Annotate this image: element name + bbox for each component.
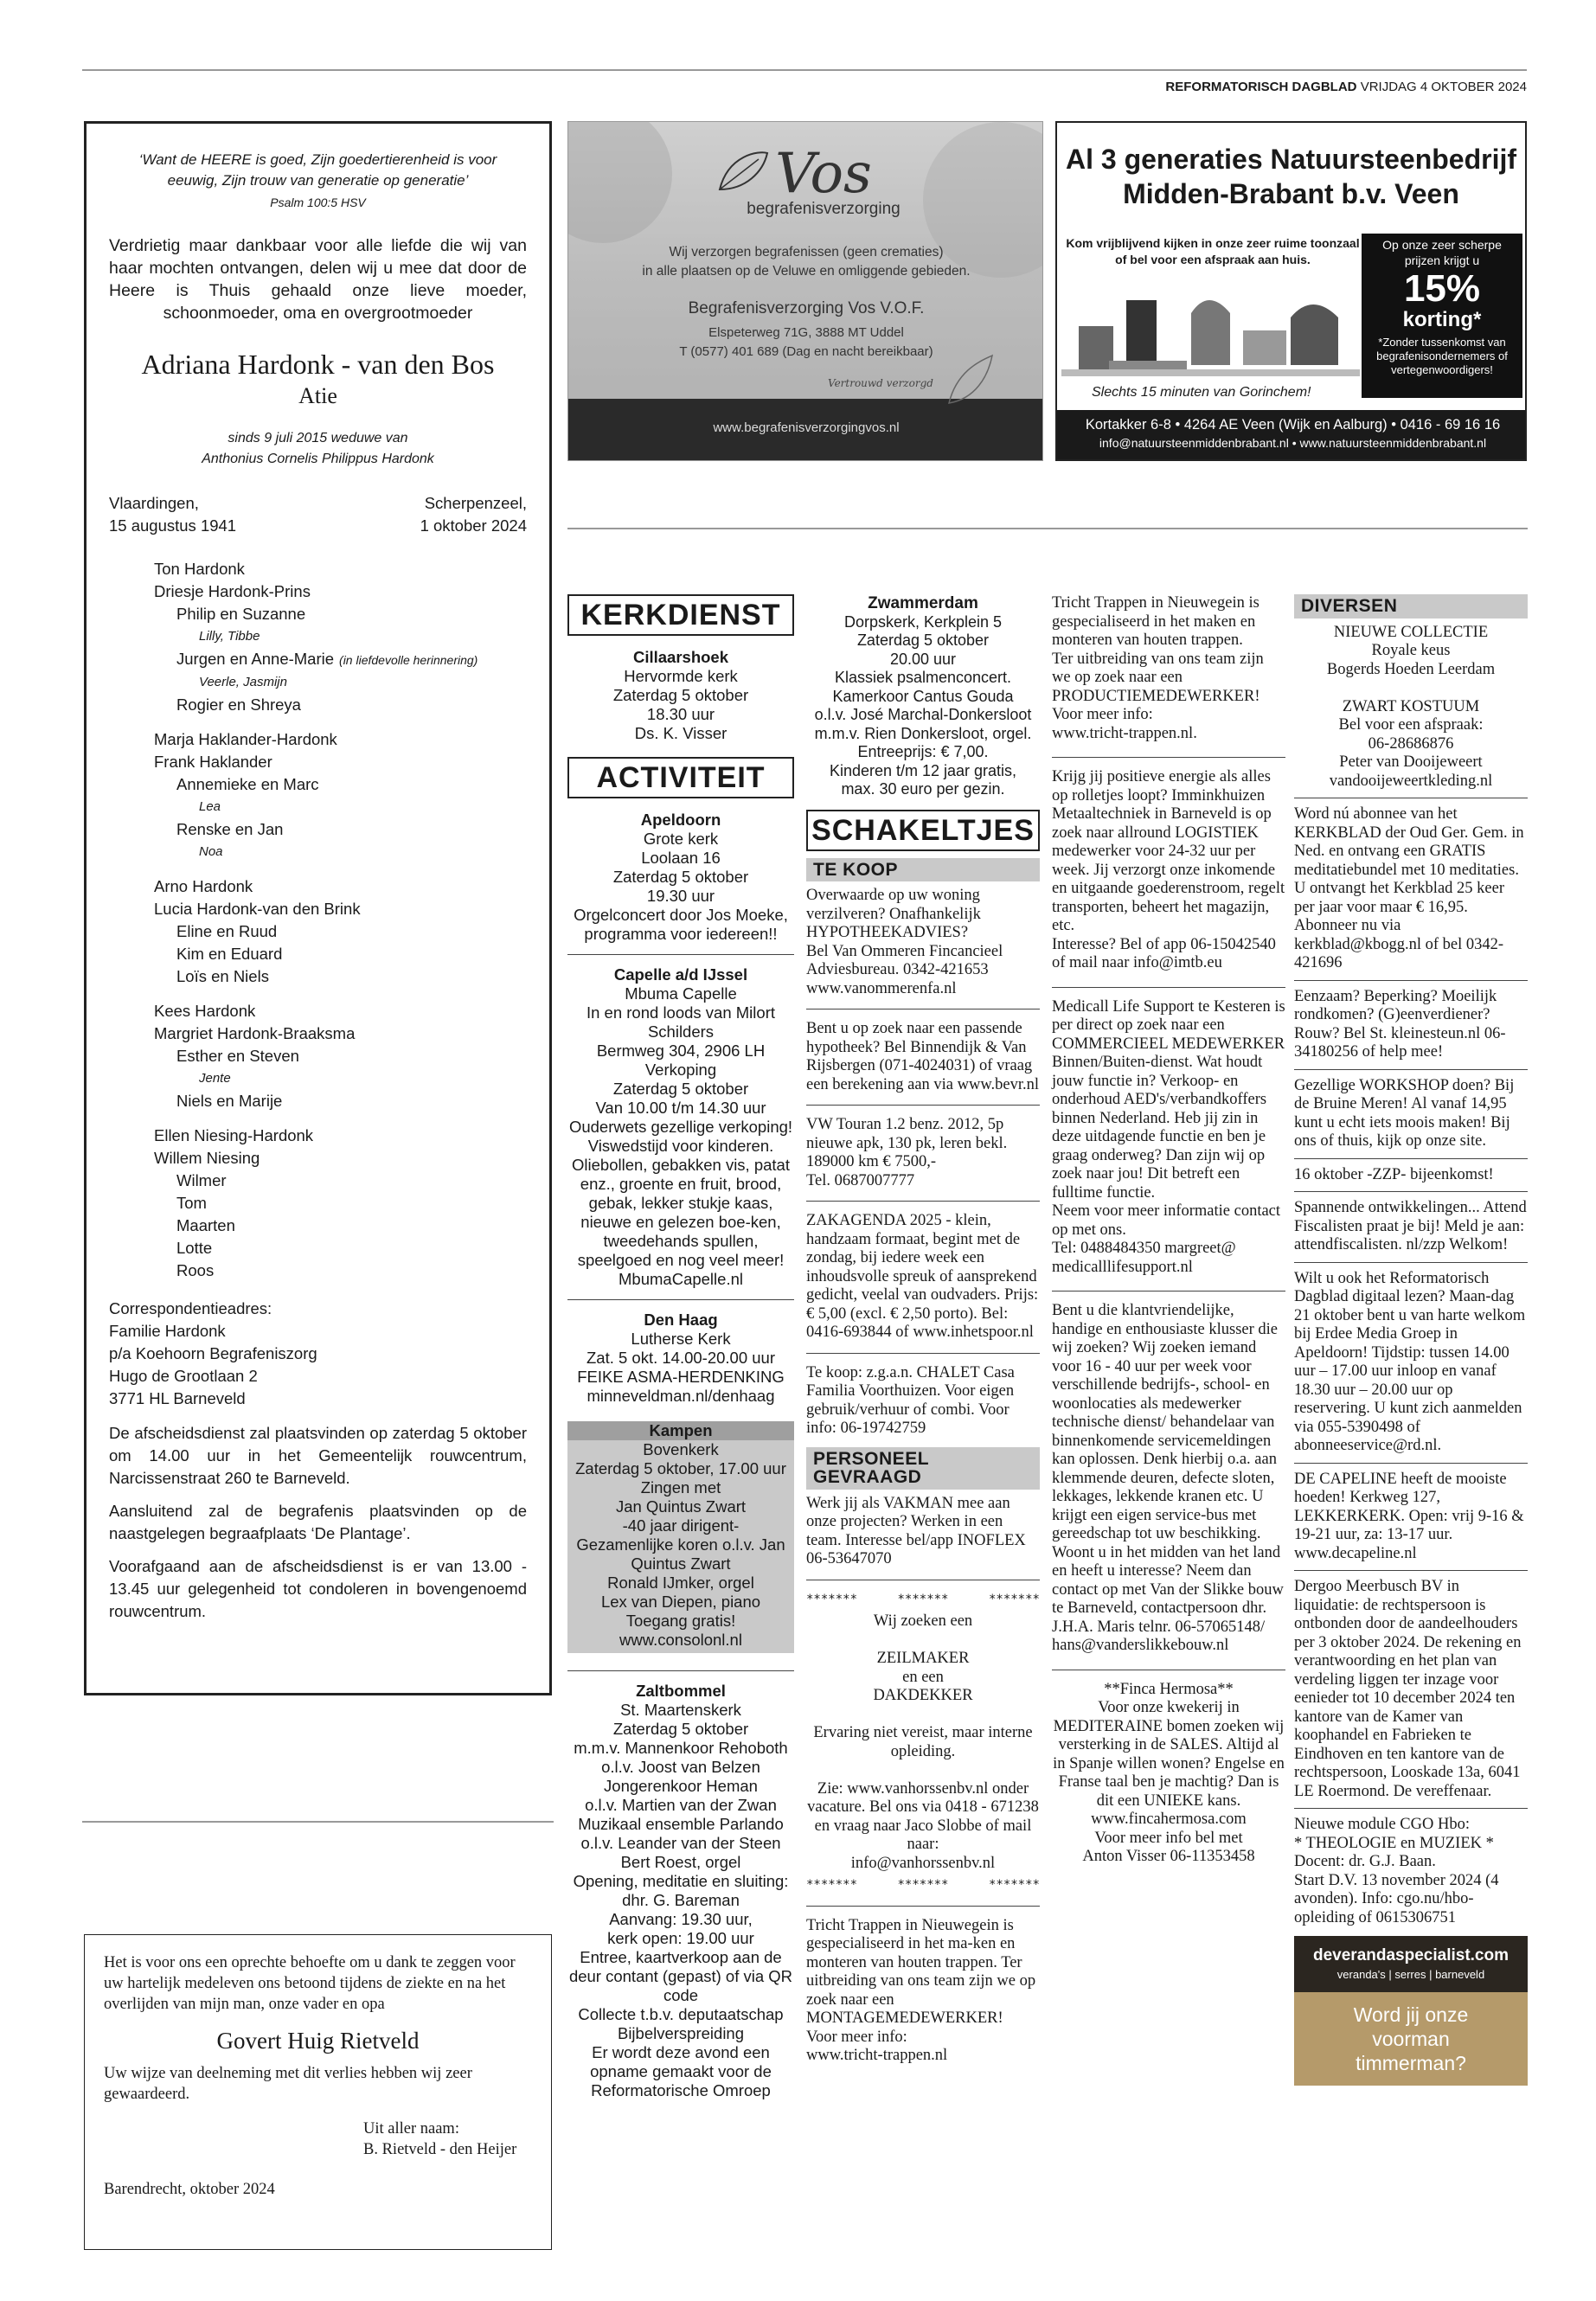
event-zwammerdam: Zwammerdam (868, 594, 978, 612)
ad-dergoo: Dergoo Meerbusch BV in liquidatie: de rechtspersoon is ontbonden door de aandeelhouders per 3 oktober 2024. De rekening en verantwoording en het plan van verdeling liggen ter inzage voor eenieder tot 10 december 2024 ten kantore van de Kamer van koophandel en Fabrieken te Eindhoven en ten kantore van de rechtspersoon, Looskade 13a, 6041 LE Roermond. De vereffenaar. (1294, 1578, 1522, 1800)
family-member (154, 818, 527, 841)
leaf-ornament-icon (940, 351, 1001, 412)
family-member (154, 1170, 527, 1192)
column-diversen (1294, 594, 1528, 2086)
header-date: VRIJDAG 4 OKTOBER 2024 (1360, 80, 1527, 94)
vos-text: Wij verzorgen begrafenissen (geen crematies) in alle plaatsen op de Veluwe en omliggende gebieden. (642, 245, 971, 279)
family-name: Roos (176, 1261, 215, 1279)
family-name: Willem Niesing (154, 1149, 260, 1167)
discount-label: korting* (1402, 308, 1482, 331)
ad-zakagenda: ZAKAGENDA 2025 - klein, handzaam formaat, begint met de zondag, bij iedere week een inhoudsvolle spreuk of aansprekend gedicht, veelal van oudvaders. Prijs: € 5,00 (excl. € 2,50 porto). Bel: 0416-693844 of www.inhetspoor.nl (806, 1212, 1039, 1341)
family-name: Maarten (176, 1216, 235, 1234)
natuursteen-ad (1055, 121, 1527, 461)
column-schakeltjes (806, 594, 1040, 2066)
ad-kerkblad: Word nú abonnee van het KERKBLAD der Oud Ger. Gem. in Ned. en ontvang een GRATIS meditatiebundel met 10 meditaties. U ontvangt het Kerkblad 25 keer per jaar voor maar € 16,95. Abonneer nu via kerkblad@kbogg.nl of bel 0342-421696 (1294, 805, 1524, 971)
family-name: Lucia Hardonk-van den Brink (154, 900, 361, 918)
column-vacatures (1052, 594, 1285, 1867)
leaf-logo-icon (711, 146, 772, 198)
discount-box (1362, 234, 1522, 398)
family-member (154, 1125, 527, 1147)
page-header (1165, 80, 1527, 94)
veranda-sub: veranda's | serres | barneveld (1336, 1967, 1485, 1981)
event-zaltbommel-text: St. Maartenskerk Zaterdag 5 oktober m.m.v. Mannenkoor Rehoboth o.l.v. Joost van Belzen Jongerenkoor Heman o.l.v. Martien van der Zwan Muzikaal ensemble Parlando o.l.v. Leander van der Steen Bert Roest, orgel Opening, meditatie en sluiting: dhr. G. Bareman Aanvang: 19.30 uur, kerk open: 19.00 uur Entree, kaartverkoop aan de deur contant (gepast) of via QR code Collecte t.b.v. deputaatschap Bijbelverspreiding Er wordt deze avond een opname gemaakt voor de Reformatorische Omroep (568, 1701, 793, 2099)
ad-rd-digitaal: Wilt u ook het Reformatorisch Dagblad digitaal lezen? Maan-dag 21 oktober bent u van harte welkom bij Erdee Media Groep in Apeldoorn! Tijdstip: tussen 14.00 uur – 17.00 uur inloop en vanaf 18.30 uur – 20.00 uur op reservering. U kunt zich aanmelden via 055-5390498 of abonneeservice@rd.nl. (1294, 1269, 1526, 1454)
family-member (154, 1215, 527, 1237)
veranda-question: Word jij onze voorman timmerman? (1294, 1992, 1528, 2086)
ad-inoflex: Werk jij als VAKMAN mee aan onze projecten? Werken in een team. Interesse bel/app INOFLEX 06-53647070 (806, 1494, 1026, 1567)
family-spacer (154, 988, 527, 1000)
family-spacer (154, 863, 527, 875)
signatory: B. Rietveld - den Heijer (363, 2141, 517, 2158)
family-member (154, 1022, 527, 1045)
stone-title-2: Midden-Brabant b.v. Veen (1123, 178, 1459, 209)
sign-label: Uit aller naam: (363, 2120, 459, 2138)
ad-tricht-montage: Tricht Trappen in Nieuwegein is gespecialiseerd in het ma-ken en monteren van houten trappen. Ter uitbreiding van ons team zijn we op zoek naar een MONTAGEMEDEWERKER! Voor meer info: www.tricht-trappen.nl (806, 1916, 1036, 2064)
family-note: (in liefdevolle herinnering) (339, 653, 478, 667)
ad-cgo: Nieuwe module CGO Hbo: * THEOLOGIE en MUZIEK * Docent: dr. G.J. Baan. Start D.V. 13 november 2024 (4 avonden). Info: cgo.nu/hbo-opleiding of 0615306751 (1294, 1816, 1499, 1926)
family-name: Tom (176, 1194, 207, 1212)
ad-medicall: Medicall Life Support te Kesteren is per direct op zoek naar een COMMERCIEEL MEDEWERKER Binnen/Buiten-dienst. Wat houdt jouw functie in? Verkoop- en onderhoud AED's/verbandkoffers binnen Nederland. Heb jij zin in deze uitdagende functie en ben je graag onderweg? Dan zijn wij op zoek naar jou! Dit betreft een fulltime functie. Neem voor meer informatie contact op met ons. Tel: 0488484350 margreet@ medicalllifesupport.nl (1052, 997, 1285, 1276)
ad-imminkhuizen: Krijg jij positieve energie als alles op rolletjes loopt? Imminkhuizen Metaaltechniek in Barneveld is op zoek naar allround LOGISTIEK medewerker voor 24-32 uur per week. Jij verzorgt onze inkomende en uitgaande goederenstroom, regelt transporten, beheert het magazijn, etc. Interesse? Bel of app 06-15042540 of mail naar info@imtb.eu (1052, 768, 1285, 971)
family-name: Ton Hardonk (154, 560, 245, 578)
vos-logo: Vos (775, 142, 872, 206)
family-grandchildren (154, 625, 527, 648)
family-name: Annemieke en Marc (176, 775, 319, 793)
burial-info: Aansluitend zal de begrafenis plaatsvinden op de naastgelegen begraafplaats ‘De Plantage’. (109, 1502, 527, 1542)
family-member (154, 920, 527, 943)
family-name: Rogier en Shreya (176, 695, 301, 714)
family-member (154, 1000, 527, 1022)
personeel-heading: PERSONEEL GEVRAAGD (806, 1447, 1040, 1490)
family-name: Lilly, Tibbe (199, 629, 260, 644)
event-kampen: Kampen (567, 1421, 794, 1440)
event-denhaag: Den Haag (644, 1311, 718, 1329)
ad-van-der-slikke: Bent u die klantvriendelijke, handige en enthousiaste klusser die wij zoeken? Wij zoeken iemand voor 16 - 40 uur per week voor verschillende bedrijfs-, school- en woonlocaties als medewerker technische dienst/ behandelaar van binnenkomende servicemeldingen kan oplossen. Denk hierbij o.a. aan klemmende deuren, defecte sloten, lekkages, lekkende kranen etc. U krijgt een eigen service-bus met gereedschap tot uw beschikking. Woont u in het midden van het land en heeft u interesse? Neem dan contact op met Van der Slikke bouw te Barneveld, contactpersoon dhr. J.H.A. Maris telnr. 06-57065148/ hans@vanderslikkebouw.nl (1052, 1302, 1284, 1654)
ad-attend: Spannende ontwikkelingen... Attend Fiscalisten praat je bij! Meld je aan: attendfiscalisten. nl/zzp Welkom! (1294, 1199, 1527, 1253)
family-list (109, 558, 527, 1282)
discount-pct: 15% (1403, 267, 1481, 310)
family-name: Kim en Eduard (176, 945, 283, 963)
correspondence-address: Correspondentieadres: Familie Hardonk p/a Koehoorn Begrafeniszorg Hugo de Grootlaan 2 3771 HL Barneveld (109, 1299, 317, 1407)
family-name: Arno Hardonk (154, 877, 253, 895)
family-member (154, 875, 527, 898)
ad-zzp: 16 oktober -ZZP- bijeenkomst! (1294, 1165, 1494, 1183)
obituary-hardonk (84, 121, 552, 1695)
ad-binnendijk: Bent u op zoek naar een passende hypotheek? Bel Binnendijk & Van Rijsbergen (071-4024031) of vraag een berekening aan via www.bevr.nl (806, 1020, 1039, 1093)
vos-signature: Vertrouwd verzorgd (828, 377, 933, 389)
family-name: Jurgen en Anne-Marie (176, 650, 335, 668)
family-name: Veerle, Jasmijn (199, 675, 287, 689)
verse-reference: Psalm 100:5 HSV (270, 195, 366, 209)
discount-note: *Zonder tussenkomst van begrafenisondernemers of vertegenwoordigers! (1376, 336, 1508, 376)
ad-kleinesteun: Eenzaam? Beperking? Moeilijk rondkomen? (G)eenverdiener? Rouw? Bel St. kleinesteun.nl 06-34180256 of help mee! (1294, 987, 1506, 1061)
event-capelle: Capelle a/d IJssel (613, 965, 748, 984)
event-zwammerdam-text: Dorpskerk, Kerkplein 5 Zaterdag 5 oktober 20.00 uur Klassiek psalmenconcert. Kamerkoor Cantus Gouda o.l.v. José Marchal-Donkersloot m.m.v. Rien Donkersloot, orgel. Entreeprijs: € 7,00. Kinderen t/m 12 jaar gratis, max. 30 euro per gezin. (814, 612, 1032, 798)
event-apeldoorn-text: Grote kerk Loolaan 16 Zaterdag 5 oktober 19.30 uur Orgelconcert door Jos Moeke, programma voor iedereen!! (574, 830, 788, 943)
family-name: Margriet Hardonk-Braaksma (154, 1024, 356, 1042)
vos-tagline: begrafenisverzorging (747, 200, 901, 218)
family-name: Jente (199, 1071, 231, 1086)
obit-intro: Verdrietig maar dankbaar voor alle liefde die wij van haar mochten ontvangen, delen wij u mee dat door de Heere is Thuis gehaald onze lieve moeder, schoonmoeder, oma en overgrootmoeder (109, 236, 527, 323)
family-grandchildren (154, 796, 527, 818)
stone-distance: Slechts 15 minuten van Gorinchem! (1092, 385, 1311, 400)
rule-right-top (567, 528, 1528, 529)
family-name: Lotte (176, 1239, 213, 1257)
event-kampen-box (567, 1421, 794, 1653)
vos-company: Begrafenisverzorging Vos V.O.F. (688, 299, 925, 317)
ad-tricht-productie: Tricht Trappen in Nieuwegein is gespecialiseerd in het maken en monteren van houten trappen. Ter uitbreiding van ons team zijn we op zoek naar een PRODUCTIEMEDEWERKER! Voor meer info: www.tricht-trappen.nl. (1052, 594, 1264, 742)
family-member (154, 1192, 527, 1215)
family-member (154, 1045, 527, 1067)
te-koop-heading: TE KOOP (806, 858, 1040, 882)
ad-chalet: Te koop: z.g.a.n. CHALET Casa Familia Voorthuizen. Voor eigen gebruik/verhuur of combi. Voor info: 06-19742759 (806, 1363, 1015, 1437)
thanks-text: Uw wijze van deelneming met dit verlies hebben wij zeer gewaardeerd. (104, 2065, 472, 2103)
thanks-place: Barendrecht, oktober 2024 (104, 2181, 275, 2198)
rule-left-mid (82, 1821, 554, 1823)
family-member (154, 558, 527, 580)
ad-vw-touran: VW Touran 1.2 benz. 2012, 5p nieuwe apk, 130 pk, leren bekl. 189000 km € 7500,- Tel. 0687007777 (806, 1116, 1008, 1189)
family-name: Kees Hardonk (154, 1002, 256, 1020)
family-member (154, 1090, 527, 1112)
birth-info: Vlaardingen, 15 augustus 1941 (109, 494, 237, 535)
kerkdienst-heading: KERKDIENST (567, 594, 794, 636)
event-zaltbommel: Zaltbommel (636, 1682, 726, 1700)
thanks-intro: Het is voor ons een oprechte behoefte om u dank te zeggen voor uw hartelijk medeleven ons betoond tijdens de ziekte en na het overlijden van mijn man, onze vader en opa (104, 1954, 516, 2013)
top-rule (82, 69, 1527, 71)
event-kampen-text: Bovenkerk Zaterdag 5 oktober, 17.00 uur Zingen met Jan Quintus Zwart -40 jaar dirigent- Gezamenlijke koren o.l.v. Jan Quintus Zwart Ronald IJmker, orgel Lex van Diepen, piano Toegang gratis! www.consolonl.nl (575, 1440, 786, 1649)
family-name: Philip en Suzanne (176, 605, 306, 623)
family-spacer (154, 1112, 527, 1125)
family-name: Loïs en Niels (176, 967, 269, 985)
condolence-info: Voorafgaand aan de afscheidsdienst is er van 13.00 - 13.45 uur gelegenheid tot condoleren in bovengenoemd rouwcentrum. (109, 1557, 527, 1620)
family-member (154, 603, 527, 625)
column-church (567, 594, 794, 2100)
family-name: Esther en Steven (176, 1047, 299, 1065)
event-apeldoorn: Apeldoorn (640, 811, 721, 829)
family-name: Lea (199, 799, 221, 814)
family-member (154, 1237, 527, 1259)
family-member (154, 1259, 527, 1282)
stone-web: info@natuursteenmiddenbrabant.nl • www.natuursteenmiddenbrabant.nl (1099, 436, 1487, 450)
family-grandchildren (154, 841, 527, 863)
family-grandchildren (154, 671, 527, 694)
stone-title-1: Al 3 generaties Natuursteenbedrijf (1065, 144, 1517, 175)
deceased-name: Adriana Hardonk - van den Bos (141, 349, 495, 380)
masthead: REFORMATORISCH DAGBLAD (1165, 80, 1357, 94)
family-name: Marja Haklander-Hardonk (154, 730, 337, 748)
rietveld-name: Govert Huig Rietveld (216, 2028, 420, 2054)
family-spacer (154, 716, 527, 728)
ad-finca-hermosa: **Finca Hermosa** Voor onze kwekerij in MEDITERAINE bomen zoeken wij versterking in de SALES. Altijd al in Spanje willen wonen? Engelse en Franse taal ben je machtig? Dan is dit een UNIEKE kans. www.fincahermosa.com Voor meer info bel met Anton Visser 06-11353458 (1053, 1680, 1285, 1865)
family-name: Renske en Jan (176, 820, 284, 838)
thank-you-rietveld (84, 1934, 552, 2250)
ad-hypotheek-advies: Overwaarde op uw woning verzilveren? Onafhankelijk HYPOTHEEKADVIES? Bel Van Ommeren Fincancieel Adviesbureau. 0342-421653 www.vanommerenfa.nl (806, 887, 1003, 997)
widow-note: sinds 9 juli 2015 weduwe van Anthonius Cornelis Philippus Hardonk (202, 431, 434, 466)
ad-hoeden-kostuum: NIEUWE COLLECTIE Royale keus Bogerds Hoeden Leerdam ZWART KOSTUUM Bel voor een afspraak: 06-28686876 Peter van Dooijeweert vandooijeweertkleding.nl (1326, 623, 1496, 790)
family-member (154, 943, 527, 965)
veranda-site: deverandaspecialist.com (1313, 1946, 1509, 1965)
schakeltjes-heading: SCHAKELTJES (806, 810, 1040, 851)
family-member (154, 648, 527, 671)
family-member (154, 965, 527, 988)
deceased-nickname: Atie (298, 383, 337, 408)
stone-visit: Kom vrijblijvend kijken in onze zeer ruime toonzaal of bel voor een afspraak aan huis. (1066, 236, 1360, 266)
ad-capeline: DE CAPELINE heeft de mooiste hoeden! Kerkweg 127, LEKKERKERK. Open: vrij 9-16 & 19-21 uur, za: 13-17 uur. www.decapeline.nl (1294, 1470, 1524, 1562)
stars-top: ******* ******* ******* (806, 1592, 1040, 1606)
ad-workshop: Gezellige WORKSHOP doen? Bij de Bruine Meren! Al vanaf 14,95 kunt u echt iets moois maken! Bij ons of thuis, kijk op onze site. (1294, 1076, 1515, 1150)
family-member (154, 694, 527, 716)
family-name: Ellen Niesing-Hardonk (154, 1126, 314, 1144)
bible-verse: ‘Want de HEERE is goed, Zijn goedertierenheid is voor eeuwig, Zijn trouw van generatie op generatie’ (138, 151, 497, 189)
family-member (154, 898, 527, 920)
event-capelle-text: Mbuma Capelle In en rond loods van Milort Schilders Bermweg 304, 2906 LH Verkoping Zaterdag 5 oktober Van 10.00 t/m 14.30 uur Ouderwets gezellige verkoping! Viswedstijd voor kinderen. Oliebollen, gebakken vis, patat enz., groente en fruit, brood, gebak, lekker stukje kaas, nieuwe en gelezen boe-ken, tweedehands spullen, speelgoed en nog veel meer! MbumaCapelle.nl (568, 984, 793, 1288)
event-denhaag-text: Lutherse Kerk Zat. 5 okt. 14.00-20.00 uur FEIKE ASMA-HERDENKING minneveldman.nl/denhaag (577, 1330, 785, 1405)
stone-address: Kortakker 6-8 • 4264 AE Veen (Wijk en Aalburg) • 0416 - 69 16 16 (1085, 417, 1501, 433)
activiteit-heading: ACTIVITEIT (567, 757, 794, 798)
vos-address: Elspeterweg 71G, 3888 MT Uddel T (0577) 401 689 (Dag en nacht bereikbaar) (679, 325, 933, 359)
family-grandchildren (154, 1067, 527, 1090)
event-cillaarshoek: Cillaarshoek (632, 648, 729, 666)
family-name: Eline en Ruud (176, 922, 278, 940)
ad-van-horssen: Wij zoeken een ZEILMAKER en een DAKDEKKER Ervaring niet vereist, maar interne opleiding. Zie: www.vanhorssenbv.nl onder vacature. Bel ons via 0418 - 671238 en vraag naar Jaco Slobbe of mail naar: info@vanhorssenbv.nl (807, 1612, 1039, 1872)
vos-url: www.begrafenisverzorgingvos.nl (713, 420, 900, 435)
family-name: Driesje Hardonk-Prins (154, 582, 311, 600)
veranda-ad (1294, 1936, 1528, 2086)
family-name: Niels en Marije (176, 1092, 283, 1110)
family-member (154, 1147, 527, 1170)
death-info: Scherpenzeel, 1 oktober 2024 (420, 494, 527, 535)
discount-intro: Op onze zeer scherpe prijzen krijgt u (1382, 238, 1502, 267)
family-name: Frank Haklander (154, 753, 272, 771)
vos-ad (567, 121, 1043, 461)
headstones-image (1061, 279, 1360, 382)
service-info: De afscheidsdienst zal plaatsvinden op zaterdag 5 oktober om 14.00 uur in het Gemeentelijk rouwcentrum, Narcissenstraat 260 te Barneveld. (109, 1424, 527, 1487)
family-member (154, 728, 527, 751)
family-member (154, 751, 527, 773)
family-member (154, 773, 527, 796)
event-cillaarshoek-text: Hervormde kerk Zaterdag 5 oktober 18.30 uur Ds. K. Visser (612, 667, 749, 742)
family-member (154, 580, 527, 603)
family-name: Noa (199, 844, 223, 859)
diversen-heading: DIVERSEN (1294, 594, 1528, 619)
stars-bottom: ******* ******* ******* (806, 1878, 1040, 1892)
family-name: Wilmer (176, 1171, 227, 1189)
